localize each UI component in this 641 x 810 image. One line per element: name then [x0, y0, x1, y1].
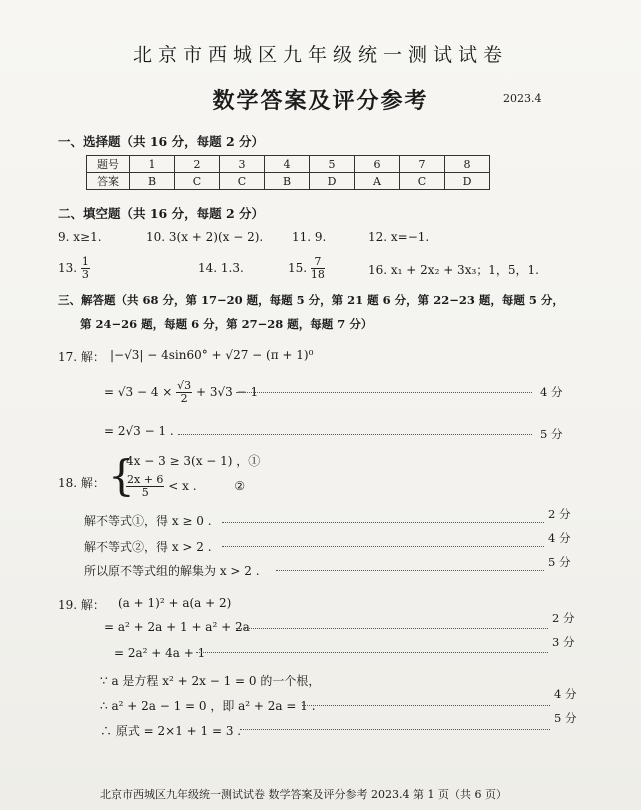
table-cell: D — [310, 173, 355, 190]
q19-step1: = a² + 2a + 1 + a² + 2a — [104, 620, 250, 634]
q18-numerator: 2x + 6 — [127, 473, 164, 486]
table-cell: D — [445, 173, 490, 190]
q19-step4: ∴ a² + 2a − 1 = 0 ，即 a² + 2a = 1 . — [100, 699, 316, 713]
row-label-answer: 答案 — [87, 173, 130, 190]
answer-q10: 10. 3(x + 2)(x − 2). — [146, 230, 264, 244]
table-cell: 8 — [445, 156, 490, 173]
table-cell: 2 — [175, 156, 220, 173]
section1-heading: 一、选择题（共 16 分，每题 2 分） — [58, 134, 265, 149]
q19-step2: = 2a² + 4a + 1 — [114, 646, 206, 660]
q15-label: 15. — [288, 261, 308, 275]
document-date: 2023.4 — [503, 92, 542, 105]
answer-q11: 11. 9. — [292, 230, 327, 244]
table-cell: 7 — [400, 156, 445, 173]
q19-expression: (a + 1)² + a(a + 2) — [118, 596, 232, 610]
q17-label: 17. 解： — [58, 350, 105, 364]
dotted-leader — [302, 705, 550, 706]
dotted-leader — [276, 570, 544, 571]
q19-step5-score: 5 分 — [554, 711, 577, 725]
q18-inequality1: 4x − 3 ≥ 3(x − 1) ，① — [126, 454, 261, 468]
q13-label: 13. — [58, 261, 78, 275]
document-title: 数学答案及评分参考 — [212, 88, 429, 114]
dotted-leader — [222, 546, 544, 547]
answer-q9: 9. x≥1. — [58, 230, 102, 244]
table-cell: C — [175, 173, 220, 190]
table-cell: C — [220, 173, 265, 190]
table-cell: 3 — [220, 156, 265, 173]
q13-numerator: 1 — [81, 255, 89, 268]
q18-step2-score: 4 分 — [548, 531, 571, 545]
q15-fraction — [311, 256, 325, 281]
q17-step1-denominator: 2 — [180, 392, 188, 405]
q18-step3-score: 5 分 — [548, 555, 571, 569]
q18-system-brace: { — [108, 451, 135, 500]
answer-q14: 14. 1.3. — [198, 261, 244, 275]
q18-step1-score: 2 分 — [548, 507, 571, 521]
dotted-leader — [178, 434, 532, 435]
section3-heading-line1: 三、解答题（共 68 分，第 17−20 题，每题 5 分，第 21 题 6 分，第 22−23 题，每题 5 分， — [58, 293, 564, 307]
table-cell: 6 — [355, 156, 400, 173]
q17-step2: = 2√3 − 1 . — [104, 424, 174, 438]
dotted-leader — [236, 392, 532, 393]
dotted-leader — [222, 522, 544, 523]
section2-heading: 二、填空题（共 16 分，每题 2 分） — [58, 206, 265, 221]
q18-step3: 所以原不等式组的解集为 x > 2 . — [84, 564, 260, 578]
row-label-number: 题号 — [87, 156, 130, 173]
choice-answer-table — [86, 155, 490, 190]
q19-step5: ∴ 原式 = 2×1 + 1 = 3 . — [100, 724, 242, 738]
q17-step1-left: = √3 − 4 × — [104, 385, 173, 399]
answer-q13 — [58, 256, 90, 281]
q19-step1-score: 2 分 — [552, 611, 575, 625]
table-row-answers — [87, 173, 490, 190]
q18-step2: 解不等式②，得 x > 2 . — [84, 540, 212, 554]
q18-step1: 解不等式①，得 x ≥ 0 . — [84, 514, 212, 528]
q17-step1-fraction — [176, 380, 192, 405]
dotted-leader — [196, 652, 548, 653]
table-row-numbers — [87, 156, 490, 173]
q17-step1-score: 4 分 — [540, 385, 563, 399]
page-footer: 北京市西城区九年级统一测试试卷 数学答案及评分参考 2023.4 第 1 页（共 6 页） — [100, 788, 507, 801]
q19-step4-score: 4 分 — [554, 687, 577, 701]
q17-expression: |−√3| − 4sin60° + √27 − (π + 1)⁰ — [110, 348, 314, 362]
q17-step1 — [104, 380, 258, 405]
table-cell: 5 — [310, 156, 355, 173]
dotted-leader — [236, 628, 548, 629]
q17-step2-score: 5 分 — [540, 427, 563, 441]
q18-denominator: 5 — [141, 486, 149, 499]
table-cell: B — [265, 173, 310, 190]
q18-fraction — [126, 474, 164, 499]
section3-heading-line2: 第 24−26 题，每题 6 分，第 27−28 题，每题 7 分） — [80, 317, 373, 331]
table-cell: 1 — [130, 156, 175, 173]
dotted-leader — [240, 729, 550, 730]
table-cell: 4 — [265, 156, 310, 173]
q18-label: 18. 解： — [58, 476, 105, 490]
answer-q15 — [288, 256, 325, 281]
q15-denominator: 18 — [310, 268, 325, 281]
q19-step3: ∵ a 是方程 x² + 2x − 1 = 0 的一个根， — [100, 674, 321, 688]
q19-step2-score: 3 分 — [552, 635, 575, 649]
q19-label: 19. 解： — [58, 598, 105, 612]
exam-title: 北京市西城区九年级统一测试试卷 — [132, 44, 508, 66]
q17-step1-numerator: √3 — [177, 379, 192, 392]
q13-denominator: 3 — [81, 268, 89, 281]
answer-q16: 16. x₁ + 2x₂ + 3x₃；1，5，1. — [368, 263, 539, 277]
q18-inequality2 — [126, 474, 245, 499]
table-cell: A — [355, 173, 400, 190]
q15-numerator: 7 — [311, 256, 325, 269]
q18-mark-2: ② — [234, 479, 246, 493]
table-cell: C — [400, 173, 445, 190]
table-cell: B — [130, 173, 175, 190]
answer-q12: 12. x=−1. — [368, 230, 430, 244]
q18-inequality2-rest: < x . — [168, 479, 197, 493]
q13-fraction — [81, 256, 90, 281]
q17-step1-right: + 3√3 − 1 — [196, 385, 259, 399]
